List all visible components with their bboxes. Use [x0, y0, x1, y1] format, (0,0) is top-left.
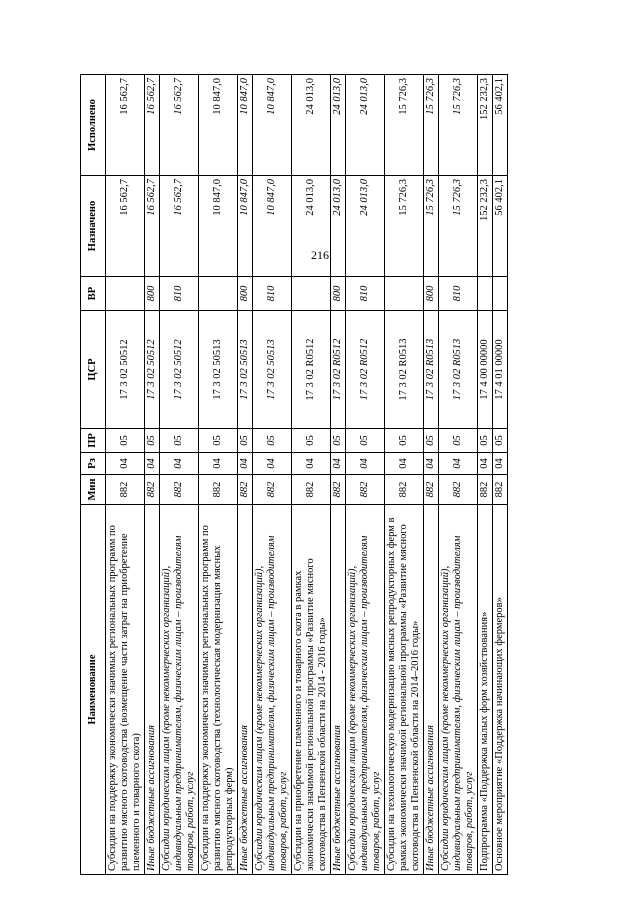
- cell-name: Субсидии юридическим лицам (кроме некоммерческих организаций), индивидуальным предпринимателям, физическим лицам – производителям товаров, работ, услуг: [439, 505, 478, 875]
- cell-name: Субсидии на технологическую модернизацию мясных репродукторных ферм в рамках экономически значимой региональной программы «Развитие мясного скотоводства в Пензенской области на 2014–2016 годы»: [385, 505, 424, 875]
- cell-min: 882: [238, 475, 253, 505]
- cell-rz: 04: [160, 453, 199, 475]
- cell-executed: 56 402,1: [493, 75, 508, 176]
- cell-rz: 04: [199, 453, 238, 475]
- cell-vr: 800: [424, 277, 439, 311]
- cell-pr: 05: [385, 429, 424, 453]
- cell-assigned: 16 562,7: [106, 176, 145, 277]
- cell-min: 882: [292, 475, 331, 505]
- header-vr: ВР: [81, 277, 106, 311]
- table-row: [385, 75, 424, 875]
- cell-executed: 15 726,3: [439, 75, 478, 176]
- cell-rz: 04: [238, 453, 253, 475]
- cell-pr: 05: [199, 429, 238, 453]
- cell-name: Субсидии на приобретение племенного и товарного скота в рамках экономически значимой региональной программы «Развитие мясного скотоводства в Пензенской области на 2014 - 2016 годы»: [292, 505, 331, 875]
- cell-rz: 04: [493, 453, 508, 475]
- cell-csr: 17 3 02 R0512: [331, 311, 346, 429]
- cell-vr: 810: [346, 277, 385, 311]
- cell-vr: 800: [238, 277, 253, 311]
- header-csr: ЦСР: [81, 311, 106, 429]
- cell-min: 882: [439, 475, 478, 505]
- header-executed: Исполнено: [81, 75, 106, 176]
- budget-table: [80, 74, 508, 875]
- cell-name: Субсидии на поддержку экономически значимых региональных программ по развитию мясного скотоводства (технологическая модернизация мясных репродукторных ферм): [199, 505, 238, 875]
- cell-rz: 04: [346, 453, 385, 475]
- header-rz: Рз: [81, 453, 106, 475]
- cell-csr: 17 3 02 R0513: [424, 311, 439, 429]
- cell-min: 882: [478, 475, 493, 505]
- table-row: [493, 75, 508, 875]
- table-row: [478, 75, 493, 875]
- cell-rz: 04: [145, 453, 160, 475]
- cell-vr: [199, 277, 238, 311]
- cell-assigned: 16 562,7: [145, 176, 160, 277]
- table-row: [238, 75, 253, 875]
- cell-pr: 05: [145, 429, 160, 453]
- cell-executed: 10 847,0: [253, 75, 292, 176]
- cell-vr: 800: [145, 277, 160, 311]
- cell-assigned: 15 726,3: [424, 176, 439, 277]
- cell-vr: [385, 277, 424, 311]
- cell-rz: 04: [424, 453, 439, 475]
- cell-assigned: 10 847,0: [238, 176, 253, 277]
- cell-min: 882: [160, 475, 199, 505]
- cell-executed: 24 013,0: [292, 75, 331, 176]
- table-row: [292, 75, 331, 875]
- cell-pr: 05: [238, 429, 253, 453]
- cell-assigned: 24 013,0: [346, 176, 385, 277]
- cell-pr: 05: [253, 429, 292, 453]
- cell-vr: 800: [331, 277, 346, 311]
- cell-rz: 04: [331, 453, 346, 475]
- table-row: [346, 75, 385, 875]
- cell-csr: 17 4 01 00000: [493, 311, 508, 429]
- table-row: [106, 75, 145, 875]
- cell-assigned: 15 726,3: [439, 176, 478, 277]
- cell-pr: 05: [493, 429, 508, 453]
- header-min: Мин: [81, 475, 106, 505]
- cell-min: 882: [145, 475, 160, 505]
- cell-csr: 17 3 02 R0513: [385, 311, 424, 429]
- page-number: 216: [311, 248, 329, 262]
- cell-min: 882: [346, 475, 385, 505]
- cell-min: 882: [493, 475, 508, 505]
- budget-table-rotated: [80, 75, 568, 875]
- cell-min: 882: [106, 475, 145, 505]
- cell-executed: 16 562,7: [106, 75, 145, 176]
- cell-name: Иные бюджетные ассигнования: [424, 505, 439, 875]
- cell-assigned: 15 726,3: [385, 176, 424, 277]
- table-row: [160, 75, 199, 875]
- cell-csr: 17 3 02 R0512: [346, 311, 385, 429]
- cell-csr: 17 3 02 R0512: [292, 311, 331, 429]
- cell-vr: [493, 277, 508, 311]
- cell-executed: 15 726,3: [385, 75, 424, 176]
- cell-assigned: 24 013,0: [292, 176, 331, 277]
- cell-pr: 05: [106, 429, 145, 453]
- cell-rz: 04: [292, 453, 331, 475]
- cell-executed: 16 562,7: [160, 75, 199, 176]
- cell-name: Иные бюджетные ассигнования: [145, 505, 160, 875]
- cell-vr: [478, 277, 493, 311]
- cell-name: Субсидии юридическим лицам (кроме некоммерческих организаций), индивидуальным предпринимателям, физическим лицам – производителям товаров, работ, услуг: [253, 505, 292, 875]
- header-pr: ПР: [81, 429, 106, 453]
- cell-executed: 10 847,0: [238, 75, 253, 176]
- cell-min: 882: [385, 475, 424, 505]
- cell-rz: 04: [106, 453, 145, 475]
- cell-pr: 05: [160, 429, 199, 453]
- cell-vr: [292, 277, 331, 311]
- cell-assigned: 152 232,3: [478, 176, 493, 277]
- cell-csr: 17 3 02 50512: [106, 311, 145, 429]
- cell-vr: 810: [160, 277, 199, 311]
- header-assigned: Назначено: [81, 176, 106, 277]
- cell-executed: 15 726,3: [424, 75, 439, 176]
- cell-executed: 16 562,7: [145, 75, 160, 176]
- table-header-row: [81, 75, 106, 875]
- cell-executed: 152 232,3: [478, 75, 493, 176]
- table-body: [106, 75, 508, 875]
- cell-pr: 05: [439, 429, 478, 453]
- cell-csr: 17 3 02 R0513: [439, 311, 478, 429]
- cell-name: Подпрограмма «Поддержка малых форм хозяйствования»: [478, 505, 493, 875]
- cell-min: 882: [253, 475, 292, 505]
- cell-pr: 05: [424, 429, 439, 453]
- cell-executed: 24 013,0: [331, 75, 346, 176]
- table-row: [439, 75, 478, 875]
- cell-csr: 17 3 02 50512: [145, 311, 160, 429]
- cell-assigned: 10 847,0: [253, 176, 292, 277]
- cell-pr: 05: [331, 429, 346, 453]
- cell-csr: 17 4 00 00000: [478, 311, 493, 429]
- cell-name: Субсидии на поддержку экономически значимых региональных программ по развитию мясного скотоводства (возмещение части затрат на приобретение племенного и товарного скота): [106, 505, 145, 875]
- cell-assigned: 10 847,0: [199, 176, 238, 277]
- cell-rz: 04: [478, 453, 493, 475]
- cell-name: Субсидии юридическим лицам (кроме некоммерческих организаций), индивидуальным предпринимателям, физическим лицам – производителям товаров, работ, услуг: [160, 505, 199, 875]
- cell-csr: 17 3 02 50513: [199, 311, 238, 429]
- cell-vr: 810: [439, 277, 478, 311]
- cell-name: Основное мероприятие «Поддержка начинающих фермеров»: [493, 505, 508, 875]
- table-row: [331, 75, 346, 875]
- cell-pr: 05: [292, 429, 331, 453]
- cell-rz: 04: [385, 453, 424, 475]
- cell-rz: 04: [253, 453, 292, 475]
- table-row: [145, 75, 160, 875]
- table-row: [424, 75, 439, 875]
- cell-csr: 17 3 02 50512: [160, 311, 199, 429]
- table-row: [253, 75, 292, 875]
- cell-pr: 05: [478, 429, 493, 453]
- cell-min: 882: [424, 475, 439, 505]
- cell-name: Иные бюджетные ассигнования: [238, 505, 253, 875]
- cell-assigned: 16 562,7: [160, 176, 199, 277]
- cell-rz: 04: [439, 453, 478, 475]
- cell-executed: 10 847,0: [199, 75, 238, 176]
- cell-name: Субсидии юридическим лицам (кроме некоммерческих организаций), индивидуальным предпринимателям, физическим лицам – производителям товаров, работ, услуг: [346, 505, 385, 875]
- table-row: [199, 75, 238, 875]
- header-name: Наименование: [81, 505, 106, 875]
- cell-csr: 17 3 02 50513: [238, 311, 253, 429]
- cell-assigned: 56 402,1: [493, 176, 508, 277]
- cell-assigned: 24 013,0: [331, 176, 346, 277]
- cell-vr: [106, 277, 145, 311]
- cell-csr: 17 3 02 50513: [253, 311, 292, 429]
- cell-name: Иные бюджетные ассигнования: [331, 505, 346, 875]
- cell-min: 882: [331, 475, 346, 505]
- cell-min: 882: [199, 475, 238, 505]
- cell-vr: 810: [253, 277, 292, 311]
- cell-pr: 05: [346, 429, 385, 453]
- cell-executed: 24 013,0: [346, 75, 385, 176]
